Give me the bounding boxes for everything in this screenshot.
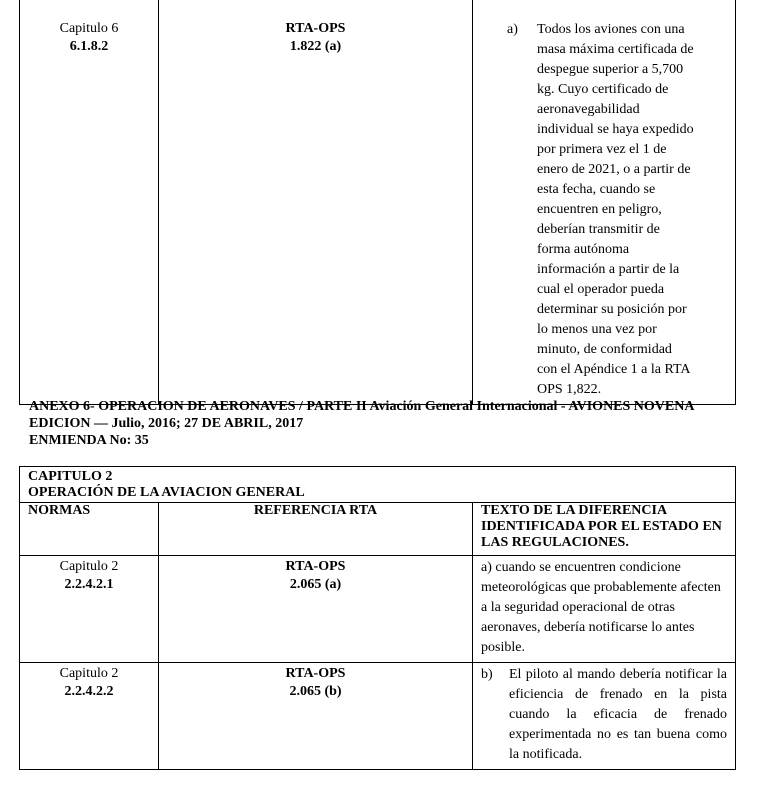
table-row [20, 556, 736, 663]
column-header-referencia: REFERENCIA RTA [159, 503, 473, 556]
chapter-subtitle: OPERACIÓN DE LA AVIACION GENERAL [28, 485, 305, 500]
reference-number: 1.822 (a) [289, 39, 342, 54]
reference-label: RTA-OPS [285, 666, 346, 681]
difference-text-cell [473, 663, 736, 770]
chapter-header-row [20, 467, 736, 503]
annex-heading [29, 398, 769, 449]
table-row [20, 663, 736, 770]
reference-label: RTA-OPS [285, 559, 346, 574]
difference-text: a) cuando se encuentren condicione meteorológicas que probablemente afecten a la seguridad operacional de otras aeronaves, debería notificarse lo antes posible. [481, 560, 721, 655]
norma-cell [20, 556, 159, 663]
difference-text-cell [473, 556, 736, 663]
column-header-row [20, 503, 736, 556]
reference-label: RTA-OPS [285, 21, 346, 36]
chapter-label: Capitulo 6 [59, 21, 119, 36]
difference-text: Todos los aviones con una masa máxima certificada de despegue superior a 5,700 kg. Cuyo certificado de aeronavegabilidad individual se haya expedido por primera vez el 1 de enero de 2021, o a partir de esta fecha, cuando se encuentren en peligro, deberían transmitir de forma autónoma información a partir de la cual el operador pueda determinar su posición por lo menos una vez por minuto, de conformidad con el Apéndice 1 a la RTA OPS 1,822. [537, 22, 694, 397]
section-number: 2.2.4.2.1 [64, 577, 114, 592]
section-number: 6.1.8.2 [69, 39, 109, 54]
reference-cell [159, 663, 473, 770]
reference-cell [159, 556, 473, 663]
norma-cell [20, 663, 159, 770]
reference-number: 2.065 (b) [289, 684, 342, 699]
section-number: 2.2.4.2.2 [64, 684, 114, 699]
item-marker: a) [507, 22, 518, 37]
difference-text-cell [473, 0, 736, 405]
chapter-label: Capitulo 2 [59, 559, 119, 574]
differences-table [19, 466, 736, 770]
chapter-title: CAPITULO 2 [28, 469, 113, 484]
heading-line-1: ANEXO 6- OPERACION DE AERONAVES / PARTE II Aviación General Internacional - AVIONES NOVENA [29, 399, 695, 414]
heading-line-2: EDICION — Julio, 2016; 27 DE ABRIL, 2017 [29, 416, 304, 431]
difference-text: El piloto al mando debería notificar la eficiencia de frenado en la pista cuando la eficacia de frenado experimentada no es tan buena como la notificada. [509, 667, 727, 762]
column-header-normas: NORMAS [20, 503, 159, 556]
reference-cell [159, 0, 473, 405]
column-header-texto: TEXTO DE LA DIFERENCIA IDENTIFICADA POR EL ESTADO EN LAS REGULACIONES. [473, 503, 736, 556]
heading-line-3: ENMIENDA No: 35 [29, 433, 149, 448]
top-table [19, 0, 736, 405]
table-row [20, 0, 736, 405]
reference-number: 2.065 (a) [289, 577, 342, 592]
chapter-label: Capitulo 2 [59, 666, 119, 681]
item-marker: b) [481, 667, 493, 682]
norma-cell [20, 0, 159, 405]
